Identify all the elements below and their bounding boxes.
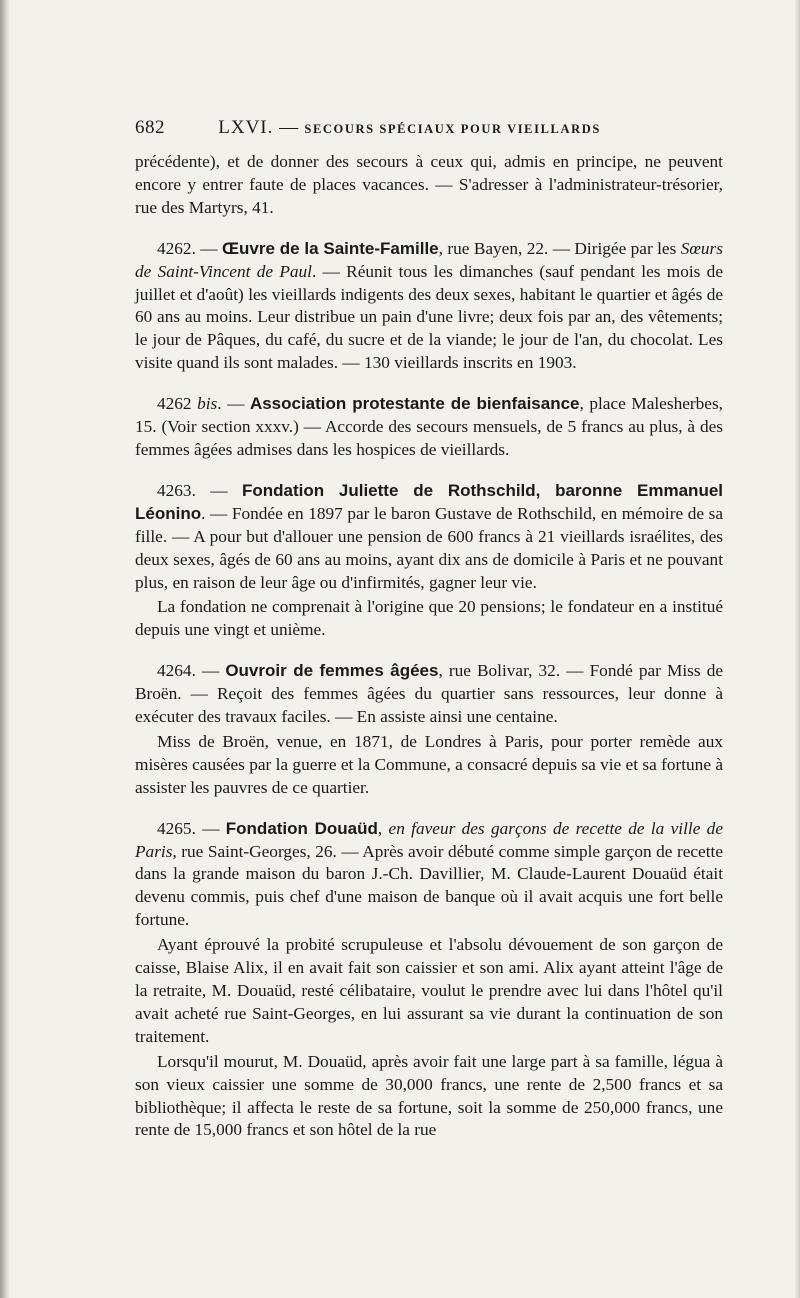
entry-text: , rue Saint-Georges, 26. — Après avoir débuté comme simple garçon de recette dans la grande maison du baron J.-Ch. Davillier, M. Claude-Laurent Douaüd était devenu commis, puis chef d'une maison de banque où il avait acquis une fort belle fortune.	[135, 841, 723, 930]
entry-number: 4263. —	[157, 480, 242, 500]
entry-4263-paragraph: La fondation ne comprenait à l'origine que 20 pensions; le fondateur en a institué depuis une vingt et unième.	[135, 597, 723, 640]
entry-title: Fondation Douaüd	[225, 818, 378, 838]
chapter-label: LXVI. —	[218, 117, 300, 138]
entry-4264-paragraph: Miss de Broën, venue, en 1871, de Londres à Paris, pour porter remède aux misères causées par la guerre et la Commune, a consacré depuis sa vie et sa fortune à assister les pauvres de ce quartier.	[135, 731, 723, 797]
entry-number: 4262	[157, 394, 198, 414]
entry-dash: . —	[217, 394, 250, 414]
entry-italic: en faveur des garçons de recette de la ville de Paris	[135, 818, 723, 861]
entry-text: , rue Bayen, 22. — Dirigée par les	[438, 238, 681, 258]
entry-text: ,	[377, 818, 389, 838]
page-binding-edge	[0, 0, 10, 1298]
entry-4264	[135, 660, 723, 729]
entry-title: Association protestante de bienfaisance	[249, 394, 580, 414]
entry-text: , place Malesherbes, 15. (Voir section xxxv.) — Accorde des secours mensuels, de 5 francs au plus, à des femmes âgées admises dans les hospices de vieillards.	[135, 394, 723, 459]
entry-4265	[135, 818, 723, 933]
entry-text: , rue Bolivar, 32. — Fondé par Miss de Broën. — Reçoit des femmes âgées du quartier sans ressources, leur donne à exécuter des travaux faciles. — En assiste ainsi une centaine.	[135, 661, 723, 727]
entry-4265-paragraph-3: Lorsqu'il mourut, M. Douaüd, après avoir fait une large part à sa famille, légua à son vieux caissier une somme de 30,000 francs, une rente de 2,500 francs et sa bibliothèque; il affecta le reste de sa fortune, soit la somme de 250,000 francs, une rente de 15,000 francs et son hôtel de la rue	[135, 1051, 723, 1140]
page-number: 682	[135, 117, 165, 138]
entry-4262-bis	[135, 393, 723, 462]
entry-4262	[135, 238, 723, 375]
entry-italic: Sœurs de Saint-Vincent de Paul	[135, 238, 723, 281]
entry-text: . — Fondée en 1897 par le baron Gustave de Rothschild, en mémoire de sa fille. — A pour but d'allouer une pension de 600 francs à 21 vieillards israélites, des deux sexes, âgés de 60 ans au moins, ayant dix ans de domicile à Paris et ne pouvant plus, en raison de leur âge ou d'infirmités, gagner leur vie.	[135, 503, 723, 592]
entry-bis: bis	[197, 394, 218, 414]
running-header	[135, 117, 725, 139]
page-right-edge	[794, 0, 800, 1298]
page-body	[135, 151, 723, 1142]
entry-4265-paragraph-2: Ayant éprouvé la probité scrupuleuse et l'absolu dévouement de son garçon de caisse, Blaise Alix, il en avait fait son caissier et son ami. Alix ayant atteint l'âge de la retraite, M. Douaüd, resté célibataire, voulut le prendre avec lui dans l'hôtel qu'il avait acheté rue Saint-Georges, en lui assurant sa vie durant la continuation de son traitement.	[135, 935, 723, 1046]
entry-number: 4262. —	[157, 238, 222, 258]
entry-number: 4264. —	[157, 661, 226, 681]
entry-text: . — Réunit tous les dimanches (sauf pendant les mois de juillet et d'août) les vieillards indigents des deux sexes, habitant le quartier et âgés de 60 ans au moins. Leur distribue un pain d'une livre; deux fois par an, des vêtements; le jour de Pâques, du café, du sucre et de la viande; le jour de l'an, du chocolat. Les visite quand ils sont malades. — 130 vieillards inscrits en 1903.	[135, 261, 723, 373]
entry-4263	[135, 480, 723, 595]
entry-title: Fondation Juliette de Rothschild, baronne Emmanuel Léonino	[135, 480, 724, 523]
intro-paragraph: précédente), et de donner des secours à ceux qui, admis en principe, ne peuvent encore y entrer faute de places vacances. — S'adresser à l'administrateur-trésorier, rue des Martyrs, 41.	[135, 152, 723, 217]
entry-title: Ouvroir de femmes âgées	[225, 661, 439, 681]
entry-title: Œuvre de la Sainte-Famille	[222, 238, 439, 258]
chapter-title: SECOURS SPÉCIAUX POUR VIEILLARDS	[304, 122, 601, 136]
entry-number: 4265. —	[157, 818, 226, 838]
